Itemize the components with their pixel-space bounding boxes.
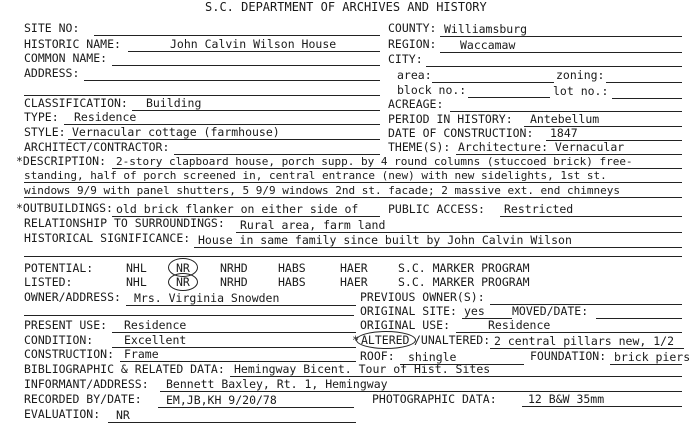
area-label: area: — [397, 68, 432, 82]
site-no-label: SITE NO: — [24, 21, 80, 35]
description-rule-3 — [24, 197, 682, 198]
bibliography-value: Hemingway Bicent. Tour of Hist. Sites — [234, 362, 491, 376]
photographic-value: 12 B&W 35mm — [528, 392, 605, 406]
listed-habs: HABS — [278, 275, 306, 289]
moved-date-line — [596, 318, 682, 319]
type-label: TYPE: — [24, 110, 59, 124]
potential-nhl: NHL — [126, 261, 147, 275]
description-line-1: 2-story clapboard house, porch supp. by 4 round columns (stuccoed brick) free- — [116, 155, 633, 168]
city-label: CITY: — [388, 52, 423, 66]
common-name-label: COMMON NAME: — [24, 51, 108, 65]
acreage-label: ACREAGE: — [388, 97, 444, 111]
listed-nr-circle — [168, 273, 198, 291]
significance-line — [194, 247, 682, 248]
recorded-line — [158, 407, 354, 408]
classification-value: Building — [146, 96, 202, 110]
significance-value: House in same family since built by John Calvin Wilson — [198, 233, 572, 247]
period-line — [524, 126, 682, 127]
relationship-value: Rural area, farm land — [240, 218, 386, 232]
form-header: S.C. DEPARTMENT OF ARCHIVES AND HISTORY — [205, 0, 487, 14]
potential-nr: NR — [176, 261, 190, 275]
original-use-value: Residence — [488, 318, 551, 332]
condition-label: CONDITION: — [24, 333, 94, 347]
public-access-label: PUBLIC ACCESS: — [388, 202, 485, 216]
outbuildings-label: *OUTBUILDINGS: — [16, 201, 113, 215]
address-label: ADDRESS: — [24, 66, 80, 80]
altered-label: ALTERED — [361, 333, 410, 347]
description-line-2: standing, half of porch screened in, central entrance (new) with new sidelights, 1st st. — [24, 169, 607, 182]
public-access-line — [500, 216, 682, 217]
county-value: Williamsburg — [444, 22, 528, 36]
themes-value: Architecture: Vernacular — [458, 140, 625, 154]
listed-nr: NR — [176, 275, 190, 289]
present-use-value: Residence — [124, 318, 187, 332]
county-line — [440, 36, 682, 37]
listed-marker: S.C. MARKER PROGRAM — [398, 275, 530, 289]
evaluation-label: EVALUATION: — [24, 407, 101, 421]
significance-line-2 — [24, 256, 682, 257]
listed-nhl: NHL — [126, 275, 147, 289]
lot-no-label: lot no.: — [553, 84, 609, 98]
type-value: Residence — [74, 110, 137, 124]
owner-label: OWNER/ADDRESS: — [24, 290, 121, 304]
potential-nrhd: NRHD — [220, 261, 248, 275]
common-name-line — [112, 65, 380, 66]
classification-label: CLASSIFICATION: — [24, 96, 128, 110]
evaluation-value: NR — [116, 408, 130, 422]
original-site-label: ORIGINAL SITE: — [360, 304, 457, 318]
description-line-3: windows 9/9 with panel shutters, 5 9/9 windows 2nd st. facade; 2 massive ext. end chimneys — [24, 184, 621, 197]
historic-name-value: John Calvin Wilson House — [170, 37, 337, 51]
owner-line — [126, 305, 356, 306]
themes-label: THEME(S): — [388, 140, 451, 154]
owner-value: Mrs. Virginia Snowden — [134, 291, 280, 305]
foundation-value: brick piers — [614, 350, 691, 364]
photographic-label: PHOTOGRAPHIC DATA: — [372, 392, 497, 406]
lot-no-line — [612, 98, 682, 99]
owner-line-2 — [24, 315, 354, 316]
construction-label: CONSTRUCTION: — [24, 347, 115, 361]
date-construction-label: DATE OF CONSTRUCTION: — [388, 126, 534, 140]
region-label: REGION: — [388, 37, 437, 51]
evaluation-line — [108, 422, 356, 423]
construction-value: Frame — [124, 347, 159, 361]
description-label: *DESCRIPTION: — [16, 154, 107, 168]
historic-name-label: HISTORIC NAME: — [24, 37, 121, 51]
altered-value: 2 central pillars new, 1/2 — [494, 334, 675, 348]
bibliography-label: BIBLIOGRAPHIC & RELATED DATA: — [24, 362, 225, 376]
address-line — [84, 80, 380, 81]
listed-haer: HAER — [340, 275, 368, 289]
photographic-line — [522, 406, 682, 407]
period-label: PERIOD IN HISTORY: — [388, 112, 513, 126]
altered-circle — [356, 331, 416, 349]
description-rule-2 — [24, 182, 682, 183]
foundation-label: FOUNDATION: — [530, 349, 607, 363]
potential-haer: HAER — [340, 261, 368, 275]
potential-marker: S.C. MARKER PROGRAM — [398, 261, 530, 275]
site-no-line — [94, 35, 380, 36]
previous-owners-label: PREVIOUS OWNER(S): — [360, 290, 485, 304]
architect-label: ARCHITECT/CONTRACTOR: — [24, 140, 170, 154]
county-label: COUNTY: — [388, 21, 437, 35]
present-use-label: PRESENT USE: — [24, 318, 108, 332]
original-site-value: yes — [464, 304, 485, 318]
city-line — [426, 66, 682, 67]
region-line — [440, 52, 682, 53]
potential-label: POTENTIAL: — [24, 261, 94, 275]
informant-value: Bennett Baxley, Rt. 1, Hemingway — [166, 377, 388, 391]
listed-label: LISTED: — [24, 275, 73, 289]
block-no-label: block no.: — [397, 83, 467, 97]
zoning-line — [606, 82, 682, 83]
style-value: Vernacular cottage (farmhouse) — [72, 125, 280, 139]
region-value: Waccamaw — [460, 38, 516, 52]
significance-label: HISTORICAL SIGNIFICANCE: — [24, 231, 191, 245]
potential-habs: HABS — [278, 261, 306, 275]
recorded-value: EM,JB,KH 9/20/78 — [166, 393, 277, 407]
roof-value: shingle — [408, 350, 457, 364]
moved-date-label: MOVED/DATE: — [512, 304, 589, 318]
historic-name-line — [128, 51, 380, 52]
public-access-value: Restricted — [504, 202, 574, 216]
informant-label: INFORMANT/ADDRESS: — [24, 377, 149, 391]
zoning-label: zoning: — [556, 68, 605, 82]
listed-nrhd: NRHD — [220, 275, 248, 289]
classification-line — [132, 110, 380, 111]
recorded-label: RECORDED BY/DATE: — [24, 392, 142, 406]
style-label: STYLE: — [24, 125, 66, 139]
original-use-label: ORIGINAL USE: — [360, 318, 451, 332]
date-construction-value: 1847 — [550, 126, 578, 140]
altered-star: * — [352, 333, 359, 347]
outbuildings-value: old brick flanker on either side of — [116, 202, 359, 216]
unaltered-label: /UNALTERED: — [414, 333, 491, 347]
block-no-line — [468, 97, 550, 98]
period-value: Antebellum — [530, 112, 600, 126]
condition-value: Excellent — [124, 333, 187, 347]
roof-label: ROOF: — [360, 349, 395, 363]
foundation-line — [610, 364, 682, 365]
relationship-label: RELATIONSHIP TO SURROUNDINGS: — [24, 216, 225, 230]
